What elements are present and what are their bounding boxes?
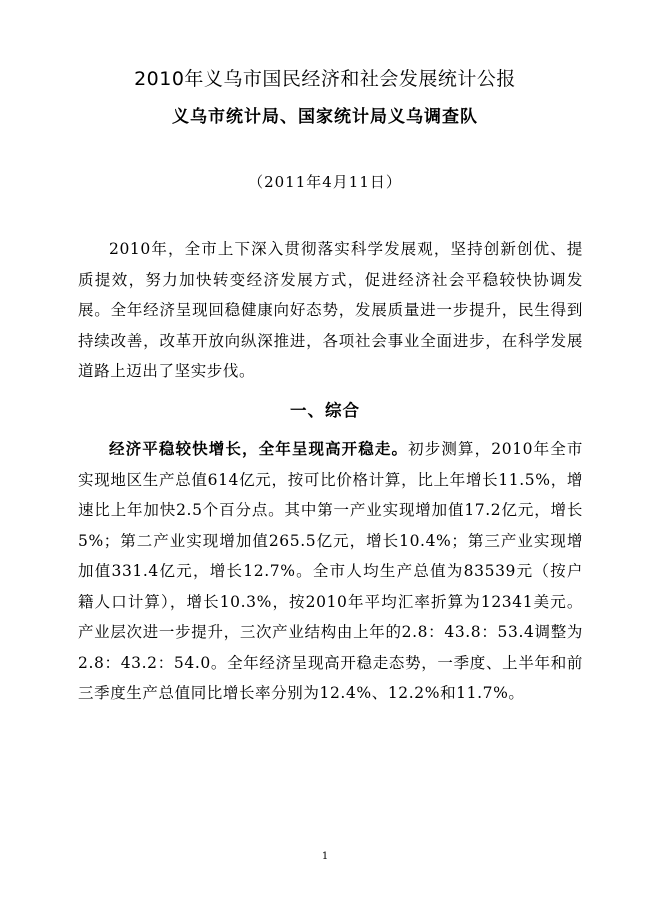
paragraph-lead-sentence: 经济平稳较快增长，全年呈现高开稳走。 (109, 440, 409, 458)
publication-date: （2011年4月11日） (248, 173, 402, 191)
general-section-paragraph (78, 434, 583, 709)
paragraph-body-text: 初步测算，2010年全市实现地区生产总值614亿元，按可比价格计算，比上年增长11.5%，增速比上年加快2.5个百分点。其中第一产业实现增加值17.2亿元，增长5%；第二产业实现增加值265.5亿元，增长10.4%；第三产业实现增加值331.4亿元，增长12.7%。全市人均生产总值为83539元（按户籍人口计算），增长10.3%，按2010年平均汇率折算为12341美元。产业层次进一步提升，三次产业结构由上年的2.8：43.8：53.4调整为2.8：43.2：54.0。全年经济呈现高开稳走态势，一季度、上半年和前三季度生产总值同比增长率分别为12.4%、12.2%和11.7%。 (78, 440, 583, 702)
introduction-paragraph: 2010年，全市上下深入贯彻落实科学发展观，坚持创新创优、提质提效，努力加快转变经济发展方式，促进经济社会平稳较快协调发展。全年经济呈现回稳健康向好态势，发展质量进一步提升，民生得到持续改善，改革开放向纵深推进，各项社会事业全面进步，在科学发展道路上迈出了坚实步伐。 (78, 240, 583, 380)
page-number: 1 (321, 851, 329, 862)
section-heading-general: 一、综合 (290, 401, 360, 420)
report-title: 2010年义乌市国民经济和社会发展统计公报 (134, 68, 516, 90)
issuing-organizations: 义乌市统计局、国家统计局义乌调查队 (172, 107, 478, 127)
